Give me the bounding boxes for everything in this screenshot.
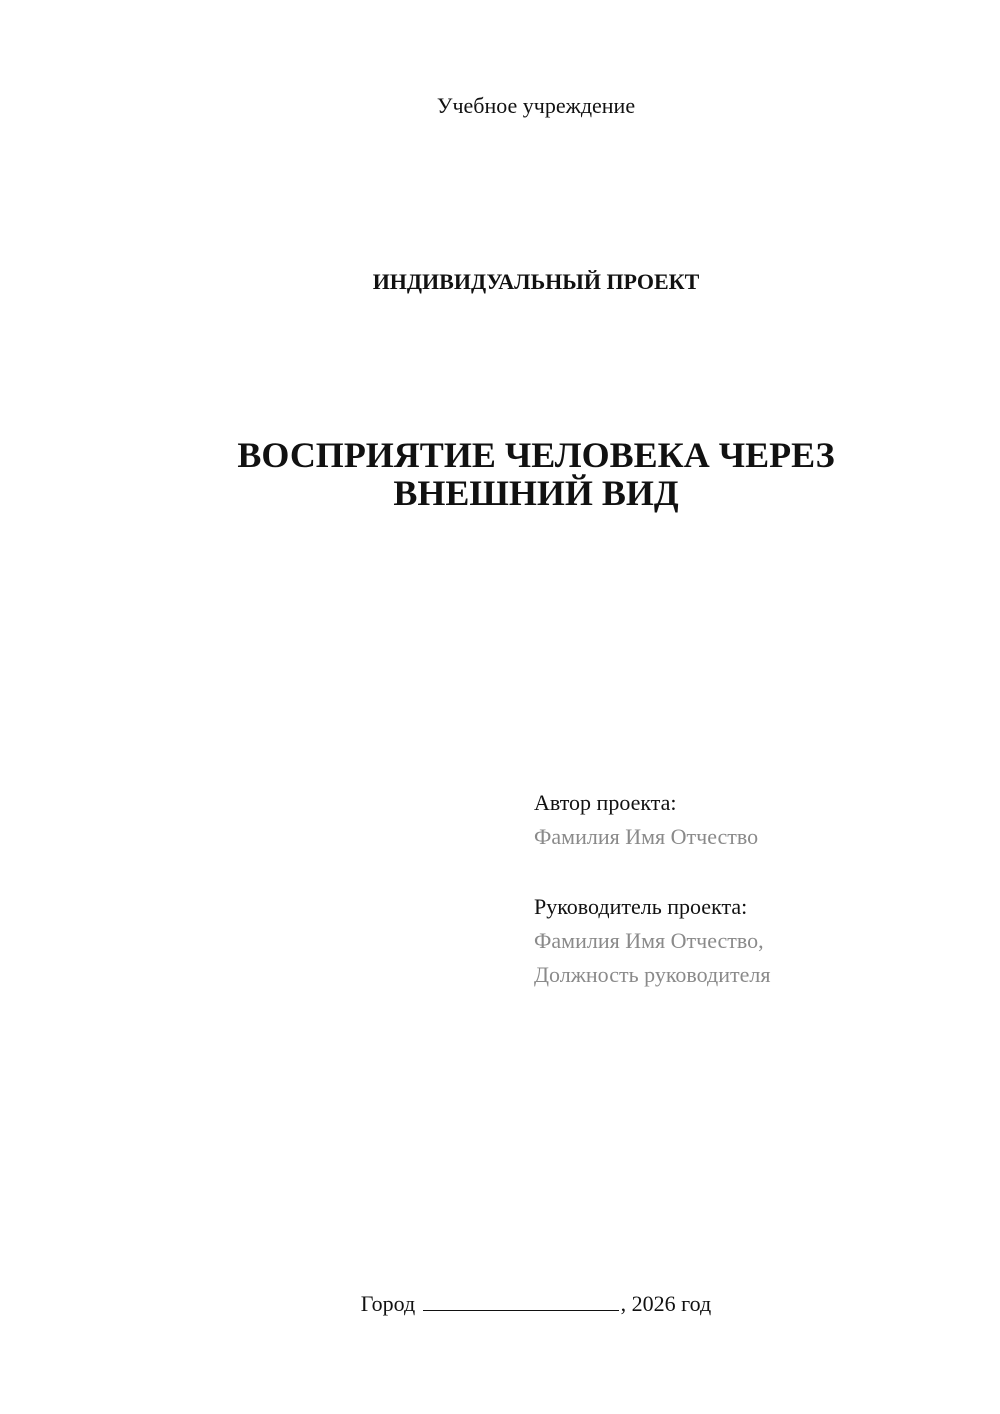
institution-name: Учебное учреждение <box>436 93 636 118</box>
supervisor-label: Руководитель проекта: <box>534 894 748 919</box>
project-title-line-2: ВНЕШНИЙ ВИД <box>393 473 679 513</box>
city-blank-line <box>423 1290 619 1311</box>
author-label: Автор проекта: <box>534 790 677 815</box>
supervisor-name: Фамилия Имя Отчество, <box>534 928 764 953</box>
year-text: , 2026 год <box>620 1291 712 1316</box>
project-credits <box>534 786 770 992</box>
document-type: ИНДИВИДУАЛЬНЫЙ ПРОЕКТ <box>372 269 700 294</box>
city-year-line <box>0 1290 1000 1318</box>
city-label: Город <box>360 1291 416 1316</box>
credits-spacer <box>534 854 770 890</box>
project-title <box>120 436 952 512</box>
author-name: Фамилия Имя Отчество <box>534 824 759 849</box>
supervisor-position: Должность руководителя <box>534 962 771 987</box>
project-title-line-1: ВОСПРИЯТИЕ ЧЕЛОВЕКА ЧЕРЕЗ <box>237 435 835 475</box>
